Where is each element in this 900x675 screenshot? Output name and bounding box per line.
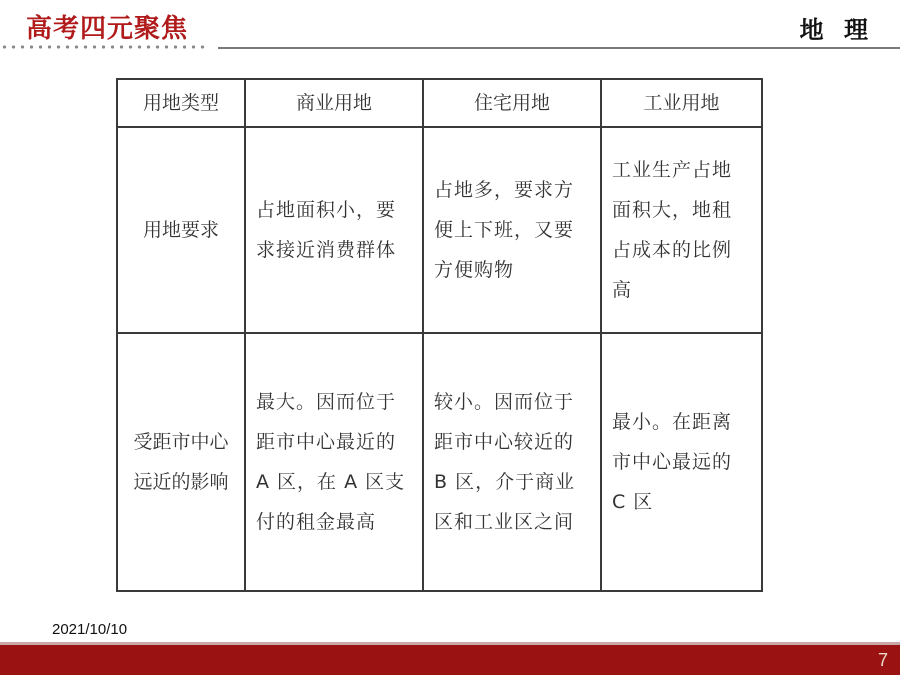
table-row [117, 127, 762, 333]
page-number: 7 [877, 650, 888, 670]
cell-commercial-distance: 最大。因而位于距市中心最近的 A 区，在 A 区支付的租金最高 [245, 333, 423, 591]
subject-label: 地 理 [799, 16, 874, 44]
table-row [117, 333, 762, 591]
slide-brand-title: 高考四元聚焦 [26, 14, 189, 44]
header-divider-line [218, 47, 900, 49]
cell-residential-requirements: 占地多，要求方便上下班，又要方便购物 [423, 127, 601, 333]
footer-date: 2021/10/10 [52, 621, 128, 638]
row-label-requirements: 用地要求 [117, 127, 245, 333]
header-cell-land-type: 用地类型 [117, 79, 245, 127]
table-header-row [117, 79, 762, 127]
header-cell-commercial: 商业用地 [245, 79, 423, 127]
land-use-table [116, 78, 763, 592]
header-dotted-divider [0, 44, 210, 50]
cell-residential-distance: 较小。因而位于距市中心较近的 B 区，介于商业区和工业区之间 [423, 333, 601, 591]
cell-industrial-requirements: 工业生产占地面积大，地租占成本的比例高 [601, 127, 762, 333]
row-label-distance-influence: 受距市中心远近的影响 [117, 333, 245, 591]
footer-bar [0, 645, 900, 675]
cell-commercial-requirements: 占地面积小，要求接近消费群体 [245, 127, 423, 333]
header-cell-industrial: 工业用地 [601, 79, 762, 127]
cell-industrial-distance: 最小。在距离市中心最远的 C 区 [601, 333, 762, 591]
header-cell-residential: 住宅用地 [423, 79, 601, 127]
